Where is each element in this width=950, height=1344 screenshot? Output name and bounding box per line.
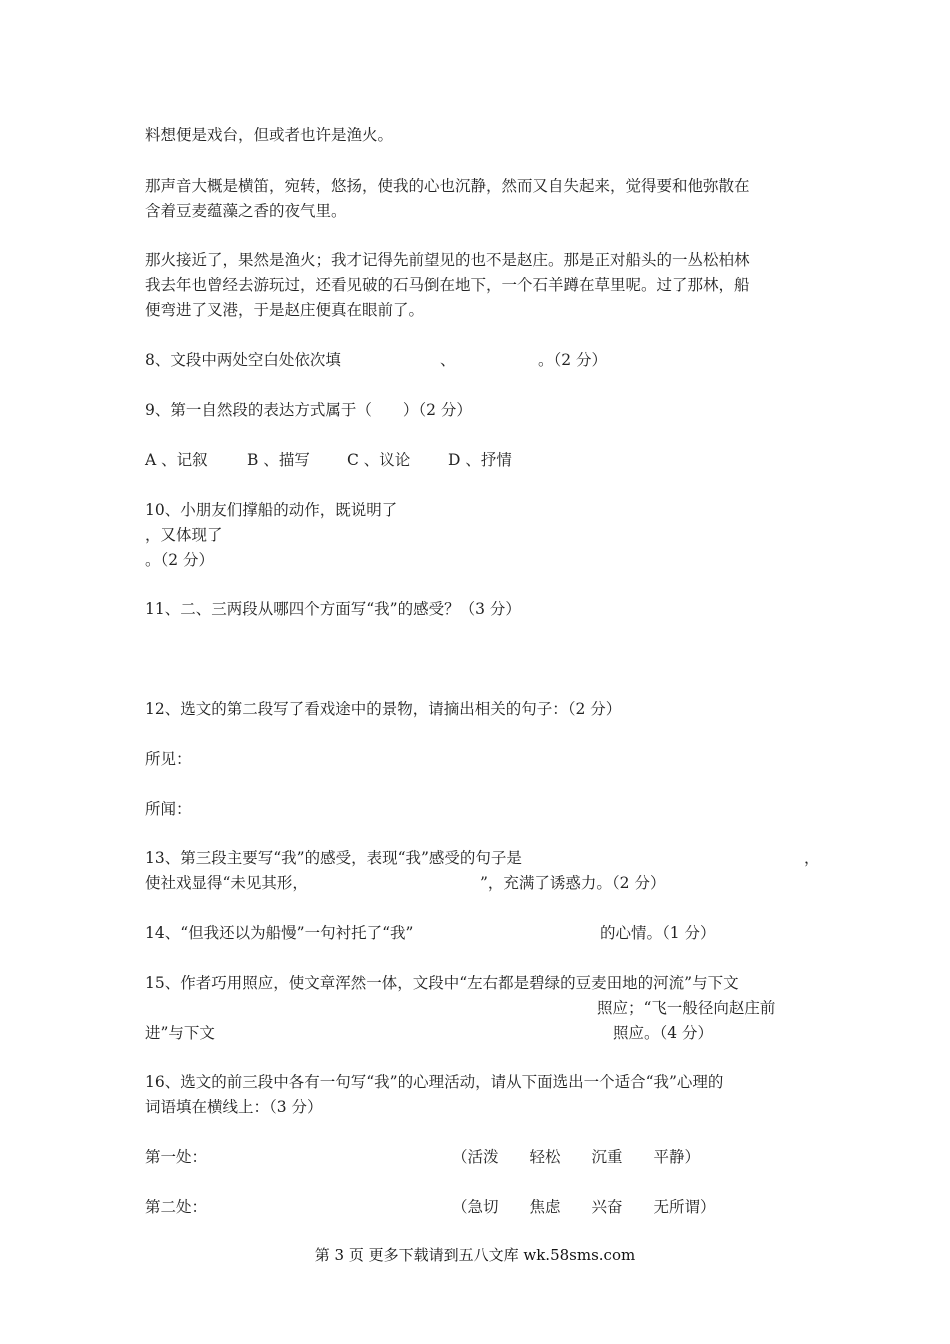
question-15-line-1: 15、作者巧用照应，使文章浑然一体，文段中“左右都是碧绿的豆麦田地的河流”与下文 [145, 974, 739, 992]
question-9-text: 9、第一自然段的表达方式属于（ ）（2 分） [145, 401, 472, 419]
question-8-score: 。（2 分） [538, 351, 608, 369]
question-15-line-3-start: 进”与下文 [145, 1024, 215, 1042]
question-16-line-1: 16、选文的前三段中各有一句写“我”的心理活动，请从下面选出一个适合“我”心理的 [145, 1073, 724, 1091]
question-16-first-label: 第一处： [145, 1148, 208, 1166]
question-16-second-label: 第二处： [145, 1198, 208, 1216]
passage-para-3-line-2: 我去年也曾经去游玩过，还看见破的石马倒在地下，一个石羊蹲在草里呢。过了那林，船 [145, 276, 750, 294]
question-16-first-options: （活泼 轻松 沉重 平静） [452, 1148, 701, 1166]
question-11-text: 11、二、三两段从哪四个方面写“我”的感受？（3 分） [145, 600, 521, 618]
page-footer: 第 3 页 更多下载请到五八文库 wk.58sms.com [314, 1246, 636, 1264]
question-10-line-2: ，又体现了 [145, 526, 223, 544]
question-15-line-2: 照应；“飞一般径向赵庄前 [597, 999, 776, 1017]
question-9-option-d: D 、抒情 [448, 451, 512, 469]
passage-para-3-line-1: 那火接近了，果然是渔火；我才记得先前望见的也不是赵庄。那是正对船头的一丛松柏林 [145, 251, 750, 269]
question-8-text: 8、文段中两处空白处依次填 [145, 351, 341, 369]
question-13-line-2-end: ”，充满了诱惑力。（2 分） [480, 874, 666, 892]
question-10-line-3: 。（2 分） [145, 551, 215, 569]
question-16-line-2: 词语填在横线上：（3 分） [145, 1098, 323, 1116]
question-12-heard-label: 所闻： [145, 800, 192, 818]
question-15-line-3-end: 照应。（4 分） [613, 1024, 714, 1042]
question-12-seen-label: 所见： [145, 750, 192, 768]
question-13-line-1: 13、第三段主要写“我”的感受，表现“我”感受的句子是 [145, 849, 522, 867]
question-14-text: 14、“但我还以为船慢”一句衬托了“我” [145, 924, 414, 942]
question-13-comma: ， [804, 849, 820, 867]
question-14-end: 的心情。（1 分） [600, 924, 716, 942]
question-16-second-options: （急切 焦虑 兴奋 无所谓） [452, 1198, 716, 1216]
question-12-text: 12、选文的第二段写了看戏途中的景物，请摘出相关的句子：（2 分） [145, 700, 622, 718]
passage-para-2-line-1: 那声音大概是横笛，宛转，悠扬，使我的心也沉静，然而又自失起来，觉得要和他弥散在 [145, 177, 750, 195]
passage-para-2-line-2: 含着豆麦蕴藻之香的夜气里。 [145, 202, 347, 220]
question-8-separator: 、 [440, 351, 456, 369]
question-9-option-c: C 、议论 [347, 451, 411, 469]
question-10-line-1: 10、小朋友们撑船的动作，既说明了 [145, 501, 398, 519]
passage-para-3-line-3: 便弯进了叉港，于是赵庄便真在眼前了。 [145, 301, 425, 319]
question-9-option-b: B 、描写 [247, 451, 310, 469]
question-9-option-a: A 、记叙 [145, 451, 208, 469]
passage-para-1: 料想便是戏台，但或者也许是渔火。 [145, 126, 394, 144]
question-13-line-2-start: 使社戏显得“未见其形， [145, 874, 308, 892]
